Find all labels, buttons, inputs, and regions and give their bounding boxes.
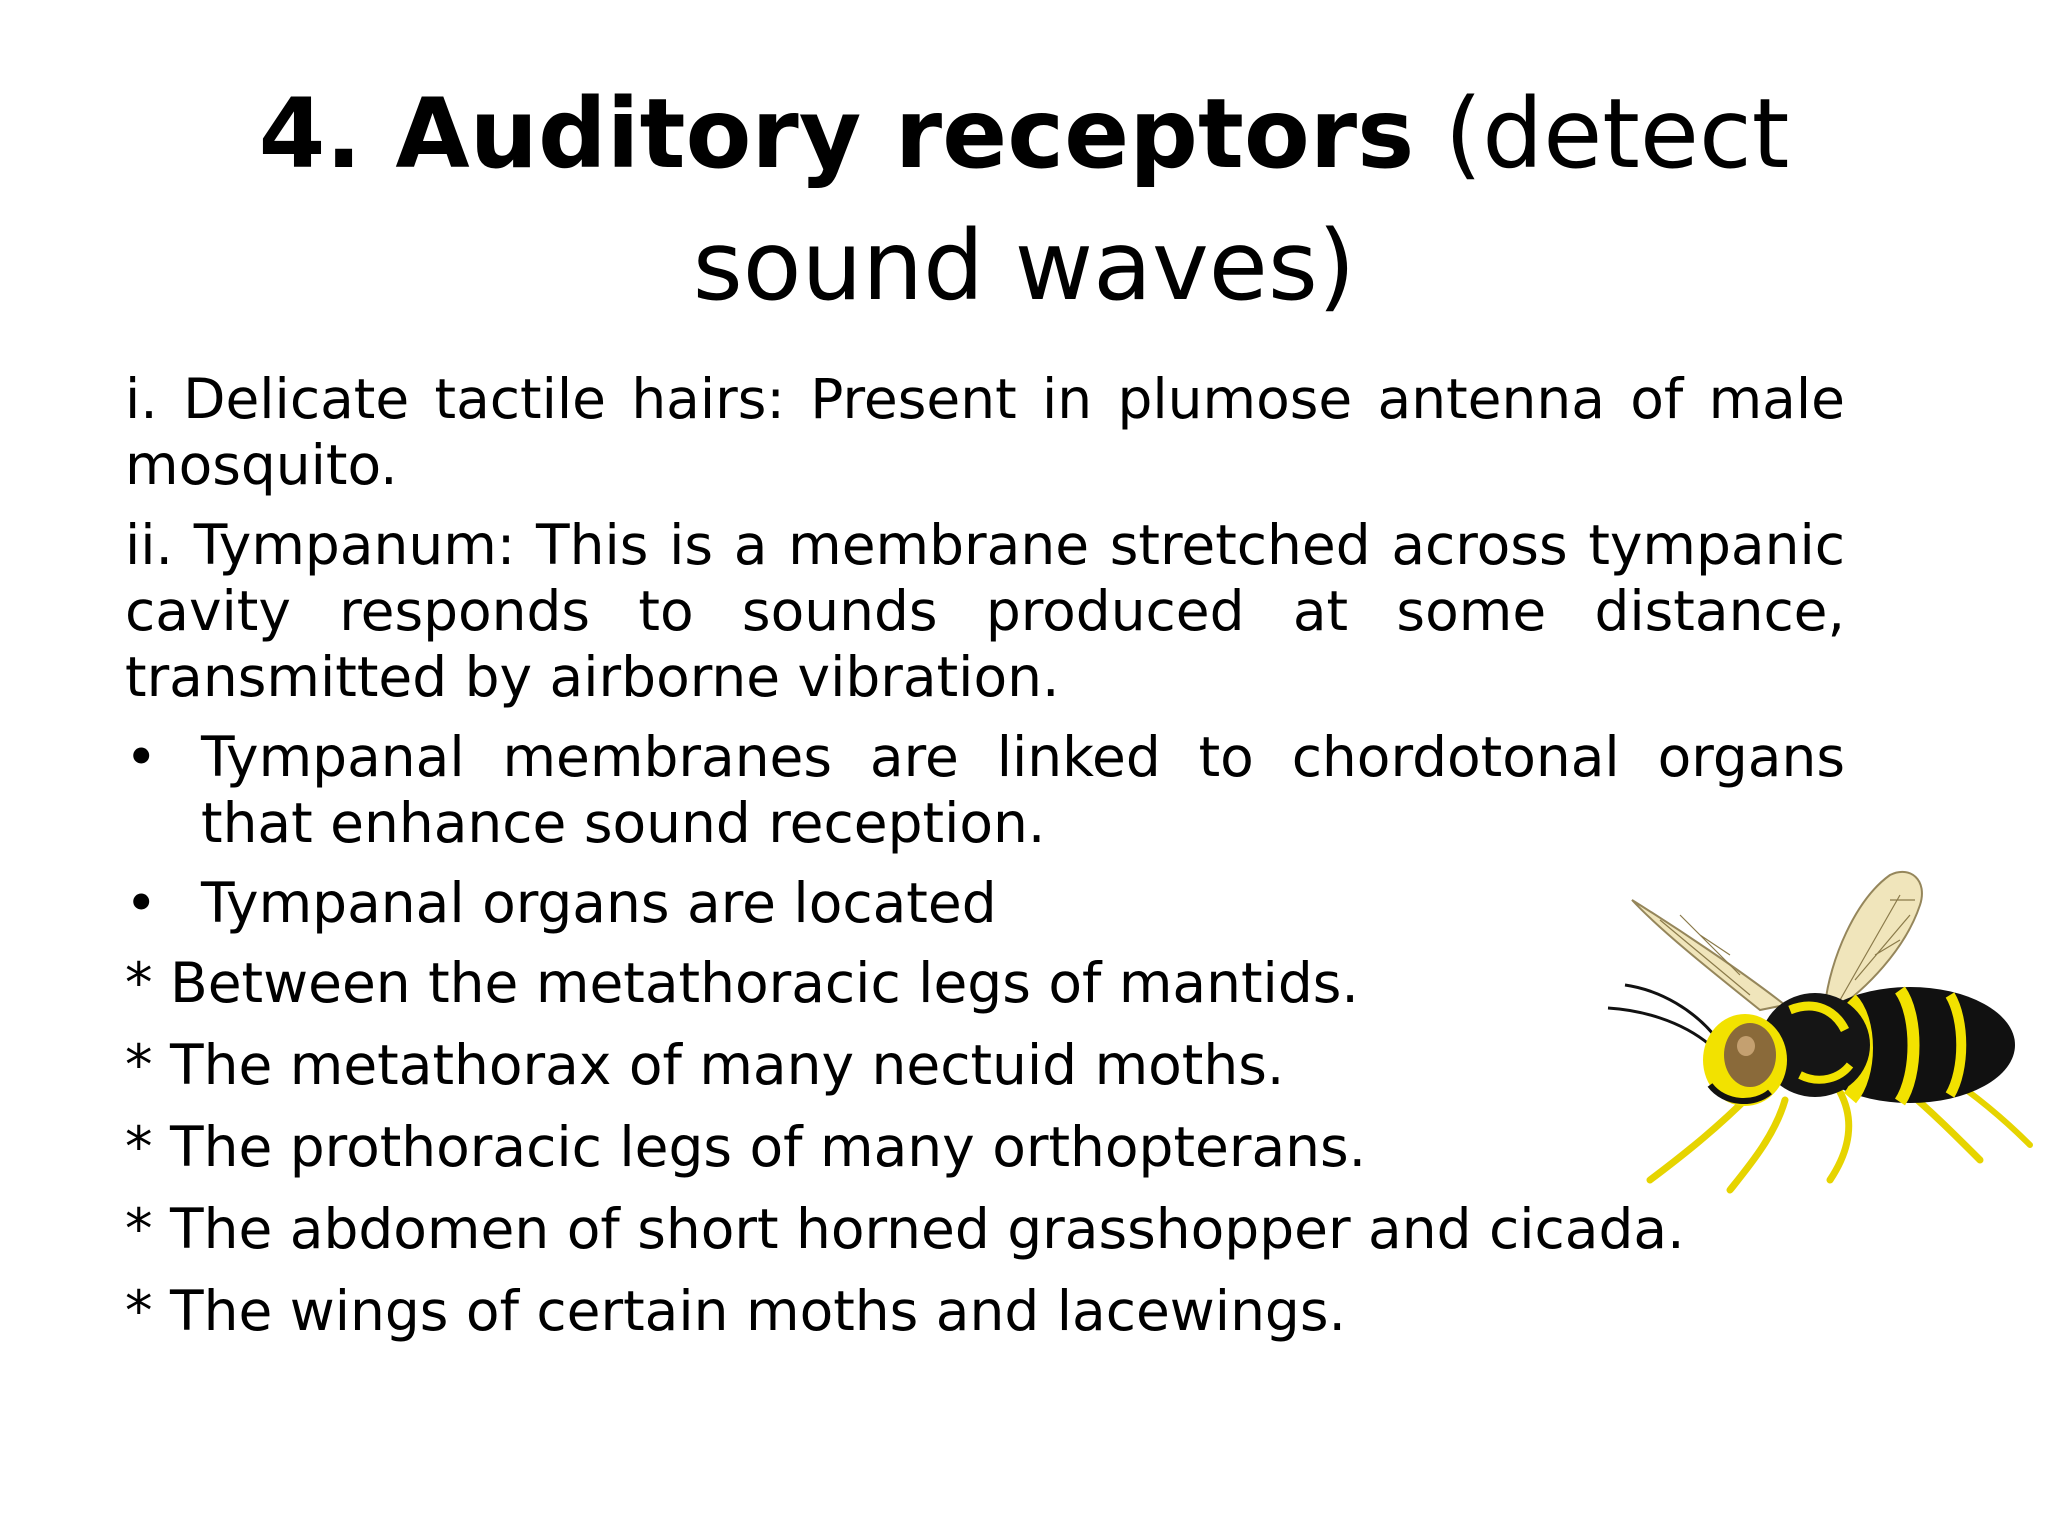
title-rest: (detect sound waves): [692, 78, 1790, 322]
slide-body: [125, 366, 1845, 1360]
location-item-grasshopper: * The abdomen of short horned grasshopper and cicada.: [125, 1197, 1685, 1261]
bullet-item: [125, 724, 1845, 856]
bullet-text: Tympanal membranes are linked to chordotonal organs that enhance sound reception.: [201, 725, 1845, 855]
paragraph-tympanum: ii. Tympanum: This is a membrane stretched across tympanic cavity responds to sounds produced at some distance, transmitted by airborne vibration.: [125, 513, 1845, 709]
slide-title: [120, 68, 1928, 332]
location-item-moths: * The metathorax of many nectuid moths.: [125, 1033, 1285, 1097]
bullet-item: [125, 870, 1845, 936]
location-item-lacewings: * The wings of certain moths and lacewings.: [125, 1279, 1346, 1343]
bullet-marker: •: [125, 871, 158, 935]
location-item-orthopterans: * The prothoracic legs of many orthopterans.: [125, 1115, 1367, 1179]
location-item-mantids: * Between the metathoracic legs of mantids.: [125, 951, 1359, 1015]
bullet-marker: •: [125, 725, 158, 789]
paragraph-tactile-hairs: i. Delicate tactile hairs: Present in plumose antenna of male mosquito.: [125, 367, 1845, 497]
wasp-illustration: [1600, 860, 2040, 1210]
title-bold: 4. Auditory receptors: [258, 78, 1415, 190]
bullet-text: Tympanal organs are located: [201, 871, 997, 935]
